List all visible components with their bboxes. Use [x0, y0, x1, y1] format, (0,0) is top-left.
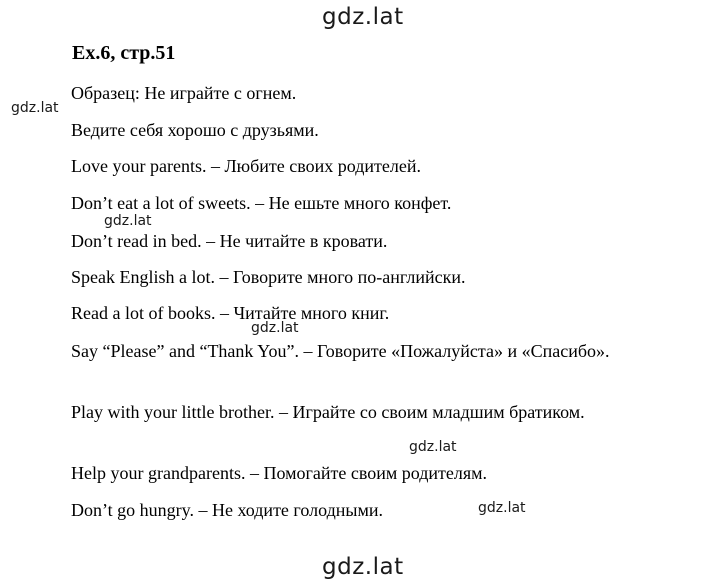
exercise-title: Ex.6, стр.51 — [72, 42, 176, 64]
text-line-10: Help your grandparents. – Помогайте своим родителям. — [71, 463, 488, 483]
watermark-left: gdz.lat — [11, 100, 59, 116]
text-line-4: Don’t eat a lot of sweets. – Не ешьте много конфет. — [71, 193, 452, 213]
text-line-1: Образец: Не играйте с огнем. — [71, 83, 297, 103]
watermark-mid-4: gdz.lat — [478, 500, 526, 516]
watermark-mid-2: gdz.lat — [251, 320, 299, 336]
watermark-top: gdz.lat — [322, 4, 404, 30]
text-line-11: Don’t go hungry. – Не ходите голодными. — [71, 500, 383, 520]
text-line-5: Don’t read in bed. – Не читайте в кровати. — [71, 231, 388, 251]
text-line-9: Play with your little brother. – Играйте со своим младшим братиком. — [71, 402, 585, 422]
text-line-3: Love your parents. – Любите своих родителей. — [71, 156, 421, 176]
watermark-mid-1: gdz.lat — [104, 213, 152, 229]
watermark-bottom: gdz.lat — [322, 554, 404, 580]
text-line-8: Say “Please” and “Thank You”. – Говорите «Пожалуйста» и «Спасибо». — [71, 341, 610, 361]
text-line-7: Read a lot of books. – Читайте много книг. — [71, 303, 390, 323]
watermark-mid-3: gdz.lat — [409, 439, 457, 455]
text-line-6: Speak English a lot. – Говорите много по-английски. — [71, 267, 466, 287]
text-line-2: Ведите себя хорошо с друзьями. — [71, 120, 319, 140]
